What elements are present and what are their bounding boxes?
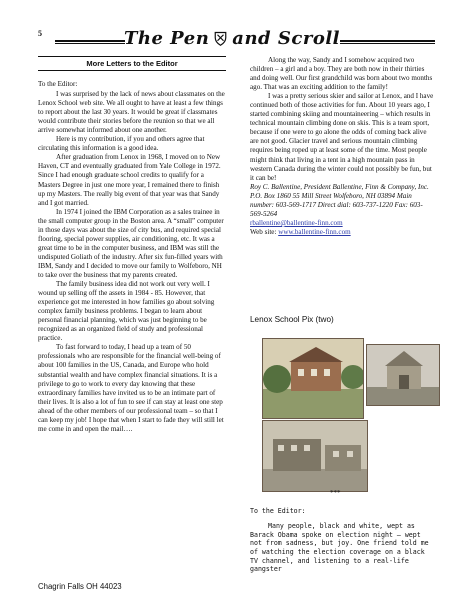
letter-salutation: To the Editor: xyxy=(250,506,306,515)
letter-paragraph: Here is my contribution, if you and others agree that circulating this information is a good idea. xyxy=(38,135,205,153)
letter-right-column xyxy=(250,56,435,237)
masthead-title xyxy=(122,26,342,50)
masthead-left-text: The Pen xyxy=(123,27,210,49)
masthead-right-text: and Scroll xyxy=(232,27,341,49)
letter-paragraph: In 1974 I joined the IBM Corporation as a sales trainee in the small computer group in the Boston area. A “small” computer in those days was about the size of city bus, and required special flooring, special power supplies, air conditioning, etc. It was a great time to be in the computer business, and IBM was still the undisputed Goliath of the industry. After six fun-filled years with IBM, Sandy and I decided to move our family to Wolfeboro, NH to take over the business that my parents created. xyxy=(38,207,224,279)
school-building-photo xyxy=(262,338,364,419)
masthead-rule-left xyxy=(55,40,125,42)
website-label: Web site: xyxy=(250,227,279,236)
school-chapel-photo xyxy=(366,344,440,406)
letter-salutation: To the Editor: xyxy=(38,80,78,88)
website-line xyxy=(250,228,435,237)
footer-location: Chagrin Falls OH 44023 xyxy=(38,582,122,591)
page-number: 5 xyxy=(38,29,42,38)
section-heading: More Letters to the Editor xyxy=(38,56,226,71)
pix-heading: Lenox School Pix (two) xyxy=(250,315,334,324)
masthead-rule-right xyxy=(340,40,435,42)
letter-paragraph: Many people, black and white, wept as Barack Obama spoke on election night – wept not from sadness, but joy. One friend told me of watching the election coverage on a black TV channel, and listening to a real-life gangster xyxy=(250,521,429,574)
shield-crest-icon xyxy=(213,31,228,46)
email-link[interactable]: rballentine@ballentine-finn.com xyxy=(250,218,343,227)
letter-paragraph: I was surprised by the lack of news about classmates on the Lenox School web site. We all ought to have at least a few things to report about the last 30 years. It would be great if classmates would contribute their stories before the reunion so that we all arrive somewhat informed about one another. xyxy=(38,90,225,135)
letter-paragraph: Along the way, Sandy and I somehow acquired two children – a girl and a boy. They are both now in their thirties and doing well. Our first grandchild was born about two months ago. That was an exciting addition to the family! xyxy=(250,56,433,92)
masthead-rule-right-thin xyxy=(340,43,435,44)
second-letter xyxy=(250,500,436,581)
section-separator: *** xyxy=(330,489,341,497)
masthead-rule-left-thin xyxy=(55,43,125,44)
letter-paragraph: The family business idea did not work out very well. I wound up selling off the assets in 1984 - 85. However, that experience got me interested in how families go about solving complex family business problems. I began to learn about personal financial planning, which was just beginning to be recognized as an organized field of study and professional practice. xyxy=(38,280,215,343)
letter-paragraph: To fast forward to today, I head up a team of 50 professionals who are responsible for the financial well-being of about 100 families in the US, Canada, and Europe who hold substantial wealth and have complex financial situations. It is a privilege to go to work to every day knowing that these extraordinary families have invited us to be an intimate part of their lives. It is also a lot of fun to see if can stay at least one step ahead of the other members of our professional team – so that I can keep my job! I hope that when I start to fade they will still let me come in and open the mail…. xyxy=(38,343,224,433)
contact-signature: Roy C. Ballentine, President Ballentine, Finn & Company, Inc. P.O. Box 1860 55 Mill Street Wolfeboro, NH 03894 Main number: 603-569-1717 Direct dial: 603-737-1220 Fax: 603-569-5264 xyxy=(250,182,429,218)
letter-left-column xyxy=(38,80,226,434)
website-link[interactable]: www.ballentine-finn.com xyxy=(278,227,351,236)
school-street-photo xyxy=(262,420,368,492)
letter-paragraph: I was a pretty serious skier and sailor at Lenox, and I have continued both of those activities for fun. About 10 years ago, I started combining skiing and mountaineering – which results in technical mountain climbing done on skis. This is a team sport, because if one were to go alone the odds of coming back alive are not good. Glacier travel and serious mountain climbing requires being roped up at least some of the time. Most people might think that living in a tent in a high mountain pass in western Canada during the winter could not possibly be fun, but it can be! xyxy=(250,92,434,182)
letter-paragraph: After graduation from Lenox in 1968, I moved on to New Haven, CT and eventually graduated from Yale College in 1972. Since I had enough graduate school credits to qualify for a Masters Degree in just one more year, I remained there to finish up my Masters. The really big event of that year was that Sandy and I got married. xyxy=(38,153,221,207)
